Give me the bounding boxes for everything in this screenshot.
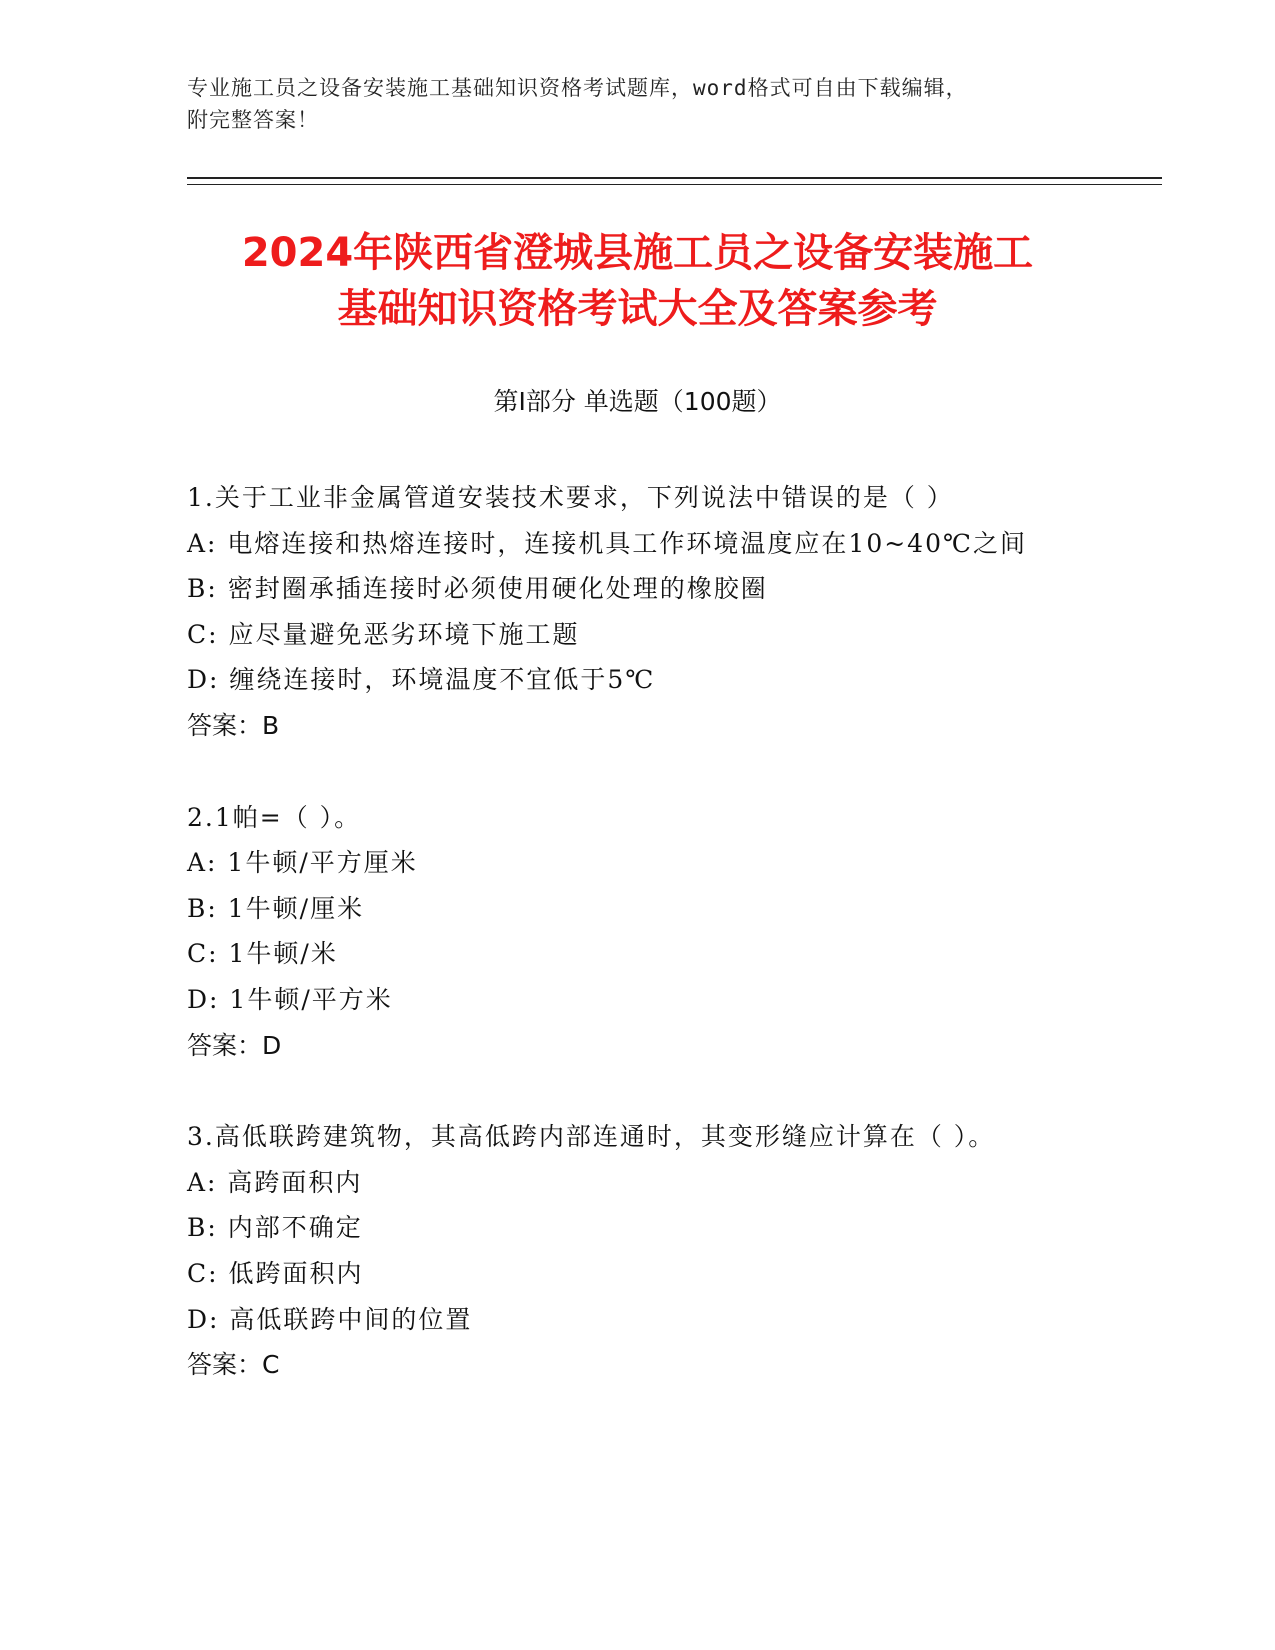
answer-line: 答案：D	[187, 1030, 282, 1060]
document-title	[150, 225, 1125, 337]
option-d: D: 缠绕连接时，环境温度不宜低于5℃	[187, 665, 656, 695]
answer-line: 答案：B	[187, 710, 280, 740]
question-2	[187, 795, 1147, 1069]
option-a: A: 电熔连接和热熔连接时，连接机具工作环境温度应在10~40℃之间	[187, 528, 1027, 558]
option-d: D: 高低联跨中间的位置	[187, 1304, 473, 1334]
header-divider-thick	[187, 177, 1162, 179]
option-a: A: 高跨面积内	[187, 1167, 363, 1197]
question-stem: 2.1帕=（ ）。	[187, 802, 362, 832]
header-note	[187, 72, 1087, 136]
question-1	[187, 475, 1147, 749]
option-c: C: 低跨面积内	[187, 1258, 364, 1288]
question-stem: 3.高低联跨建筑物，其高低跨内部连通时，其变形缝应计算在（ ）。	[187, 1122, 996, 1152]
header-divider-thin	[187, 184, 1162, 185]
option-a: A: 1牛顿/平方厘米	[187, 848, 418, 878]
section-heading: 第Ⅰ部分 单选题（100题）	[493, 387, 782, 416]
option-d: D: 1牛顿/平方米	[187, 984, 393, 1014]
header-note-line-1: 专业施工员之设备安装施工基础知识资格考试题库，word格式可自由下载编辑，	[187, 76, 968, 100]
document-title-line-1: 2024年陕西省澄城县施工员之设备安装施工	[241, 230, 1034, 276]
option-b: B: 1牛顿/厘米	[187, 893, 365, 923]
option-c: C: 应尽量避免恶劣环境下施工题	[187, 619, 580, 649]
question-3	[187, 1114, 1147, 1388]
option-b: B: 内部不确定	[187, 1213, 363, 1243]
option-c: C: 1牛顿/米	[187, 939, 338, 969]
question-list	[187, 475, 1147, 1434]
document-title-line-2: 基础知识资格考试大全及答案参考	[337, 286, 938, 332]
answer-line: 答案：C	[187, 1350, 280, 1380]
option-b: B: 密封圈承插连接时必须使用硬化处理的橡胶圈	[187, 574, 768, 604]
question-stem: 1.关于工业非金属管道安装技术要求，下列说法中错误的是（ ）	[187, 483, 954, 512]
header-note-line-2: 附完整答案！	[187, 108, 319, 132]
